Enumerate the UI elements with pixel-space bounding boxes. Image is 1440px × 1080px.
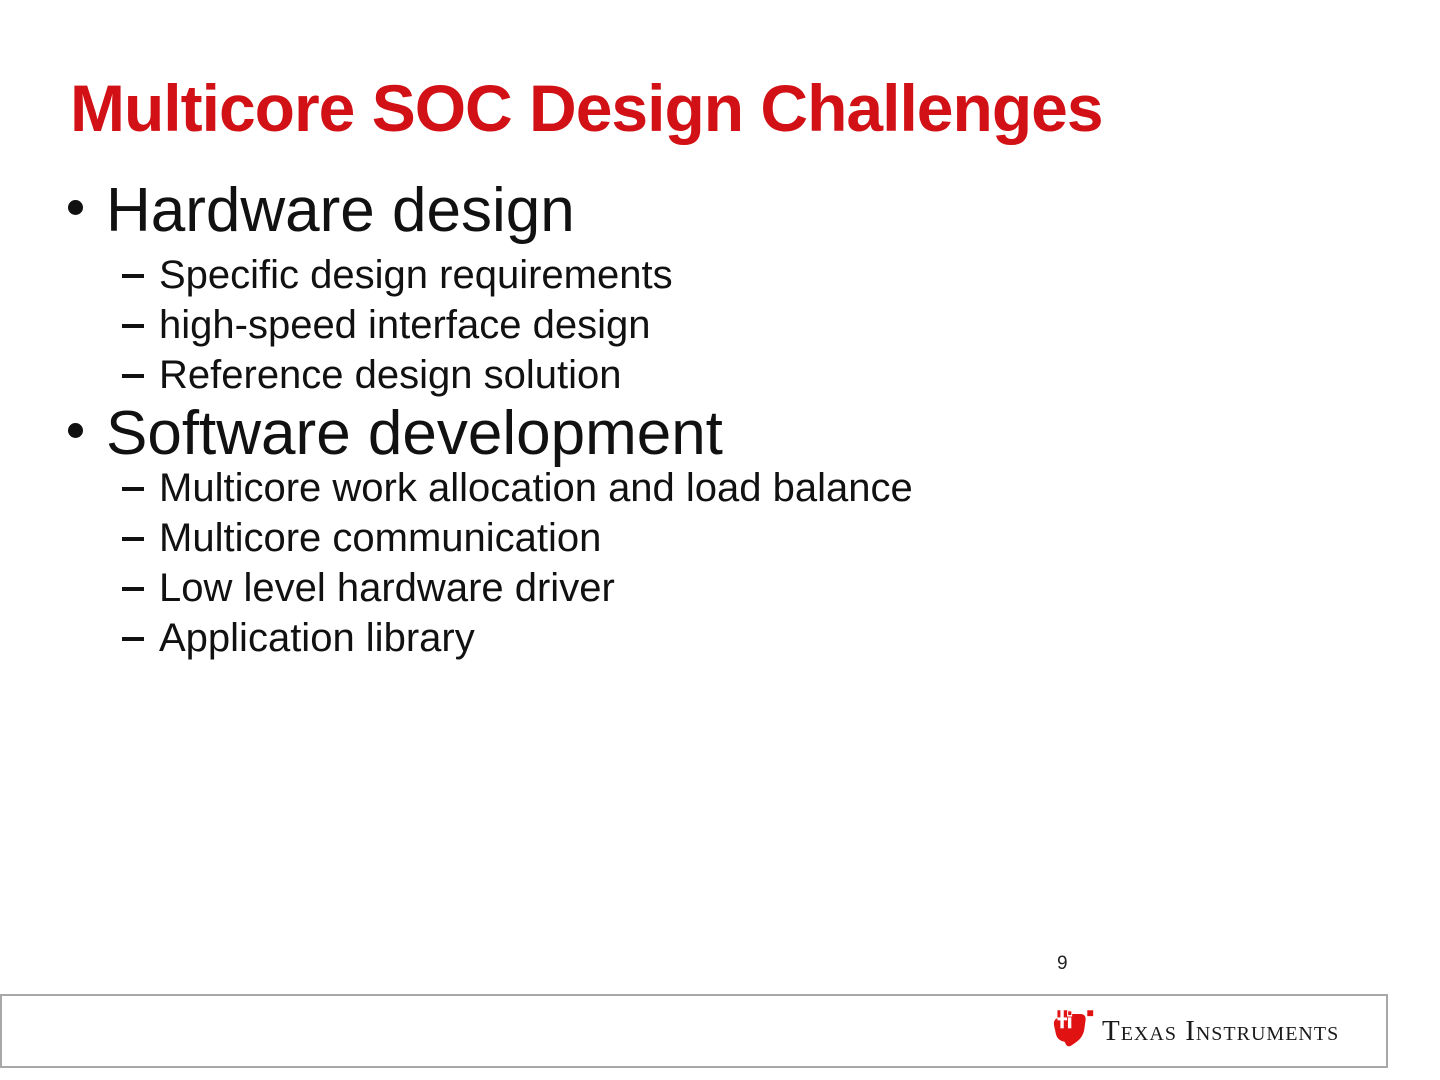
bullet-label: Hardware design [106, 176, 575, 245]
dash-bullet-icon [122, 587, 144, 591]
sub-item-label: Specific design requirements [159, 253, 673, 297]
sub-item-label: Low level hardware driver [159, 566, 615, 610]
sub-item-label: Reference design solution [159, 353, 622, 397]
sub-item [122, 355, 622, 395]
dash-bullet-icon [122, 324, 144, 328]
sub-item [122, 305, 650, 345]
bullet-item-software-development [68, 399, 723, 468]
dash-bullet-icon [122, 274, 144, 278]
bullet-dot-icon [68, 423, 83, 438]
ti-logo-icon [1052, 1008, 1094, 1052]
footer-bar [0, 994, 1388, 1068]
sub-item [122, 468, 913, 508]
brand-wordmark: Texas Instruments [1102, 1015, 1340, 1047]
bullet-label: Software development [106, 399, 723, 468]
sub-item [122, 618, 475, 658]
bullet-dot-icon [68, 200, 83, 215]
sub-item [122, 518, 601, 558]
bullet-item-hardware-design [68, 176, 575, 245]
dash-bullet-icon [122, 637, 144, 641]
sub-item-label: Application library [159, 616, 475, 660]
dash-bullet-icon [122, 487, 144, 491]
sub-item [122, 255, 673, 295]
sub-item-label: high-speed interface design [159, 303, 651, 347]
sub-item-label: Multicore work allocation and load balance [159, 466, 913, 510]
page-number: 9 [1057, 953, 1068, 974]
sub-item-label: Multicore communication [159, 516, 602, 560]
dash-bullet-icon [122, 537, 144, 541]
dash-bullet-icon [122, 374, 144, 378]
slide-title: Multicore SOC Design Challenges [70, 71, 1103, 145]
sub-item [122, 568, 615, 608]
